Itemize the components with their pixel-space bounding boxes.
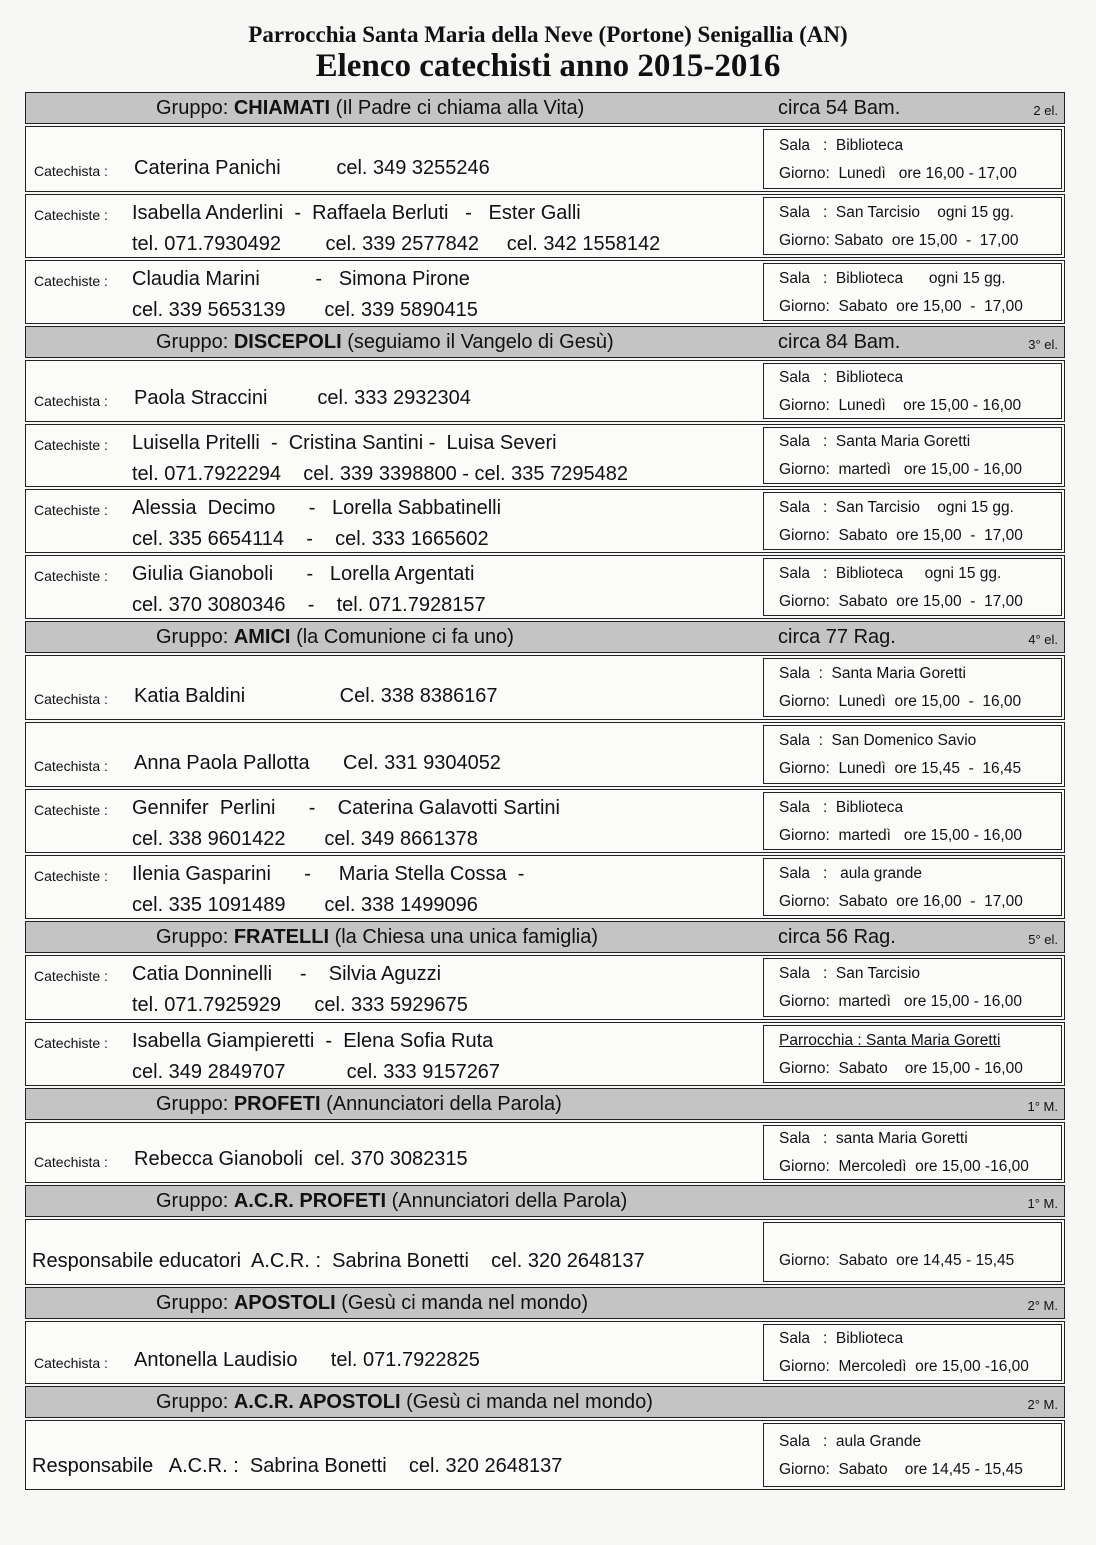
catechist-row — [25, 489, 1065, 553]
catechist-names: Isabella Anderlini - Raffaela Berluti - Ester Galli — [132, 202, 581, 224]
group-class: 2 el. — [1033, 103, 1058, 118]
catechist-phones: tel. 071.7925929 cel. 333 5929675 — [132, 994, 468, 1016]
catechist-cell — [26, 1220, 758, 1284]
catechist-cell — [26, 656, 758, 719]
schedule-cell — [763, 197, 1062, 255]
day-time-info: Giorno: martedì ore 15,00 - 16,00 — [779, 993, 1022, 1010]
room-info: Sala : Santa Maria Goretti — [779, 665, 966, 682]
catechist-cell — [26, 361, 758, 421]
day-time-info: Giorno: Lunedì ore 15,00 - 16,00 — [779, 396, 1022, 414]
parish-title: Parrocchia Santa Maria della Neve (Portone) Senigallia (AN) — [248, 22, 848, 47]
role-label: Catechiste : — [34, 437, 108, 453]
catechist-cell — [26, 127, 758, 191]
room-info: Sala : San Tarcisio ogni 15 gg. — [779, 498, 1014, 516]
group-motto: (Annunciatori della Parola) — [391, 1190, 628, 1212]
day-time-info: Giorno: martedì ore 15,00 - 16,00 — [779, 461, 1022, 478]
schedule-cell — [763, 1025, 1062, 1083]
group-header — [25, 921, 1065, 953]
catechist-contact: Katia Baldini Cel. 338 8386167 — [134, 685, 498, 707]
catechist-cell — [26, 856, 758, 918]
schedule-cell — [763, 558, 1062, 616]
group-header — [25, 621, 1065, 653]
group-title — [156, 93, 584, 123]
catechist-row — [25, 1022, 1065, 1086]
catechist-names: Alessia Decimo - Lorella Sabbatinelli — [132, 497, 502, 519]
group-class: 2° M. — [1027, 1298, 1058, 1313]
group-name: APOSTOLI — [233, 1292, 336, 1314]
catechist-cell — [26, 1023, 758, 1085]
catechist-row — [25, 1219, 1065, 1285]
catechist-phones: tel. 071.7922294 cel. 339 3398800 - cel. 335 7295482 — [132, 463, 628, 485]
group-header — [25, 1088, 1065, 1120]
catechist-cell — [26, 956, 758, 1019]
room-info: Sala : Biblioteca ogni 15 gg. — [779, 564, 1002, 582]
day-time-info: Giorno: martedì ore 15,00 - 16,00 — [779, 826, 1022, 844]
catechist-phones: tel. 071.7930492 cel. 339 2577842 cel. 342 1558142 — [132, 233, 661, 255]
group-prefix: Gruppo: — [156, 331, 229, 353]
catechist-row — [25, 955, 1065, 1020]
catechist-cell — [26, 1123, 758, 1182]
group-title — [156, 1186, 627, 1216]
catechist-row — [25, 1321, 1065, 1384]
role-label: Catechista : — [34, 758, 108, 774]
role-label: Catechista : — [34, 1355, 108, 1371]
day-time-info: Giorno: Lunedì ore 15,45 - 16,45 — [779, 760, 1022, 777]
day-time-info: Giorno: Sabato ore 14,45 - 15,45 — [779, 1460, 1023, 1478]
catechist-phones: cel. 335 1091489 cel. 338 1499096 — [132, 894, 478, 916]
role-label: Catechista : — [34, 691, 108, 707]
room-info: Sala : San Domenico Savio — [779, 732, 977, 749]
schedule-cell — [763, 858, 1062, 916]
room-info: Sala : Biblioteca ogni 15 gg. — [779, 269, 1006, 287]
catechist-contact: Paola Straccini cel. 333 2932304 — [134, 387, 471, 409]
catechist-names: Catia Donninelli - Silvia Aguzzi — [132, 963, 442, 985]
day-time-info: Giorno: Lunedì ore 16,00 - 17,00 — [779, 164, 1017, 182]
group-class: 4° el. — [1028, 632, 1058, 647]
room-info: Sala : Biblioteca — [779, 798, 904, 816]
room-info: Sala : Santa Maria Goretti — [779, 433, 971, 450]
catechist-cell — [26, 790, 758, 852]
group-prefix: Gruppo: — [156, 97, 229, 119]
catechist-cell — [26, 261, 758, 323]
catechist-contact: Caterina Panichi cel. 349 3255246 — [134, 157, 490, 179]
group-class: 3° el. — [1028, 337, 1058, 352]
group-class: 1° M. — [1027, 1099, 1058, 1114]
catechist-contact: Responsabile A.C.R. : Sabrina Bonetti cel. 320 2648137 — [32, 1455, 563, 1477]
day-time-info: Giorno: Sabato ore 15,00 - 16,00 — [779, 1059, 1023, 1077]
group-prefix: Gruppo: — [156, 626, 229, 648]
room-info: Sala : San Tarcisio — [779, 965, 921, 982]
catechist-contact: Responsabile educatori A.C.R. : Sabrina Bonetti cel. 320 2648137 — [32, 1250, 645, 1272]
catechist-phones: cel. 338 9601422 cel. 349 8661378 — [132, 828, 478, 850]
room-info: Parrocchia : Santa Maria Goretti — [779, 1031, 1001, 1049]
group-header — [25, 1287, 1065, 1319]
room-info: Sala : San Tarcisio ogni 15 gg. — [779, 203, 1014, 221]
catechist-names: Giulia Gianoboli - Lorella Argentati — [132, 563, 475, 585]
catechist-cell — [26, 1322, 758, 1383]
role-label: Catechista : — [34, 1154, 108, 1170]
role-label: Catechiste : — [34, 207, 108, 223]
catechist-row — [25, 722, 1065, 787]
group-motto: (Gesù ci manda nel mondo) — [406, 1391, 653, 1413]
catechist-row — [25, 789, 1065, 853]
role-label: Catechiste : — [34, 502, 108, 518]
group-prefix: Gruppo: — [156, 1391, 229, 1413]
group-motto: (la Chiesa una unica famiglia) — [334, 926, 599, 948]
catechist-contact: Antonella Laudisio tel. 071.7922825 — [134, 1349, 480, 1371]
group-motto: (seguiamo il Vangelo di Gesù) — [347, 331, 614, 353]
role-label: Catechista : — [34, 393, 108, 409]
catechist-row — [25, 655, 1065, 720]
catechist-phones: cel. 370 3080346 - tel. 071.7928157 — [132, 594, 486, 616]
group-name: PROFETI — [233, 1093, 321, 1115]
day-time-info: Giorno: Sabato ore 15,00 - 17,00 — [779, 592, 1023, 610]
group-count: circa 54 Bam. — [778, 97, 901, 119]
catechist-cell — [26, 425, 758, 486]
catechist-row — [25, 126, 1065, 192]
schedule-cell — [763, 1125, 1062, 1180]
group-header — [25, 1185, 1065, 1217]
group-title — [156, 622, 514, 652]
group-motto: (la Comunione ci fa uno) — [296, 626, 514, 648]
catechist-row — [25, 1420, 1065, 1490]
group-prefix: Gruppo: — [156, 926, 229, 948]
catechist-names: Ilenia Gasparini - Maria Stella Cossa - — [132, 863, 525, 885]
schedule-cell — [763, 363, 1062, 419]
schedule-cell — [763, 658, 1062, 717]
schedule-cell — [763, 1423, 1062, 1487]
group-name: A.C.R. PROFETI — [233, 1190, 387, 1212]
day-time-info: Giorno: Mercoledì ore 15,00 -16,00 — [779, 1358, 1029, 1375]
catechist-cell — [26, 723, 758, 786]
room-info: Sala : aula grande — [779, 864, 923, 882]
group-name: FRATELLI — [233, 926, 329, 948]
group-count: circa 77 Rag. — [778, 626, 896, 648]
schedule-cell — [763, 1222, 1062, 1282]
catechist-row — [25, 1122, 1065, 1183]
catechist-names: Claudia Marini - Simona Pirone — [132, 268, 470, 290]
catechists-table — [25, 92, 1065, 1492]
catechist-names: Isabella Giampieretti - Elena Sofia Ruta — [132, 1030, 494, 1052]
catechist-phones: cel. 349 2849707 cel. 333 9157267 — [132, 1061, 501, 1083]
catechist-cell — [26, 556, 758, 618]
catechist-row — [25, 555, 1065, 619]
schedule-cell — [763, 263, 1062, 321]
group-header — [25, 1386, 1065, 1418]
group-header — [25, 92, 1065, 124]
day-time-info: Giorno: Mercoledì ore 15,00 -16,00 — [779, 1158, 1029, 1175]
catechist-contact: Rebecca Gianoboli cel. 370 3082315 — [134, 1148, 468, 1170]
group-header — [25, 326, 1065, 358]
day-time-info: Giorno: Sabato ore 15,00 - 17,00 — [779, 526, 1023, 544]
schedule-cell — [763, 792, 1062, 850]
group-name: A.C.R. APOSTOLI — [233, 1391, 401, 1413]
catechist-row — [25, 260, 1065, 324]
catechist-contact: Anna Paola Pallotta Cel. 331 9304052 — [134, 752, 501, 774]
catechist-row — [25, 360, 1065, 422]
group-motto: (Il Padre ci chiama alla Vita) — [335, 97, 585, 119]
group-prefix: Gruppo: — [156, 1093, 229, 1115]
schedule-cell — [763, 129, 1062, 189]
catechist-phones: cel. 339 5653139 cel. 339 5890415 — [132, 299, 478, 321]
group-name: AMICI — [233, 626, 291, 648]
catechist-names: Luisella Pritelli - Cristina Santini - Luisa Severi — [132, 432, 557, 454]
group-prefix: Gruppo: — [156, 1190, 229, 1212]
group-title — [156, 327, 614, 357]
room-info: Sala : Biblioteca — [779, 368, 904, 386]
role-label: Catechiste : — [34, 968, 108, 984]
group-name: CHIAMATI — [233, 97, 331, 119]
catechist-row — [25, 855, 1065, 919]
catechist-row — [25, 194, 1065, 258]
catechist-cell — [26, 195, 758, 257]
group-class: 1° M. — [1027, 1196, 1058, 1211]
group-title — [156, 1089, 562, 1119]
group-count: circa 84 Bam. — [778, 331, 901, 353]
day-time-info: Giorno: Sabato ore 14,45 - 15,45 — [779, 1251, 1015, 1269]
catechist-cell — [26, 1421, 758, 1489]
role-label: Catechista : — [34, 163, 108, 179]
role-label: Catechiste : — [34, 802, 108, 818]
group-title — [156, 1387, 653, 1417]
day-time-info: Giorno: Sabato ore 15,00 - 17,00 — [779, 297, 1023, 315]
role-label: Catechiste : — [34, 568, 108, 584]
room-info: Sala : Biblioteca — [779, 1330, 904, 1347]
group-motto: (Annunciatori della Parola) — [326, 1093, 562, 1115]
schedule-cell — [763, 958, 1062, 1017]
group-title — [156, 1288, 588, 1318]
list-title: Elenco catechisti anno 2015-2016 — [315, 48, 781, 84]
role-label: Catechiste : — [34, 273, 108, 289]
group-title — [156, 922, 598, 952]
group-motto: (Gesù ci manda nel mondo) — [341, 1292, 589, 1314]
schedule-cell — [763, 1324, 1062, 1381]
catechist-cell — [26, 490, 758, 552]
group-count: circa 56 Rag. — [778, 926, 896, 948]
catechist-row — [25, 424, 1065, 487]
schedule-cell — [763, 427, 1062, 484]
role-label: Catechiste : — [34, 868, 108, 884]
room-info: Sala : santa Maria Goretti — [779, 1130, 968, 1147]
room-info: Sala : Biblioteca — [779, 136, 904, 154]
group-prefix: Gruppo: — [156, 1292, 229, 1314]
schedule-cell — [763, 725, 1062, 784]
group-class: 2° M. — [1027, 1397, 1058, 1412]
day-time-info: Giorno: Sabato ore 15,00 - 17,00 — [779, 231, 1019, 249]
group-class: 5° el. — [1028, 932, 1058, 947]
day-time-info: Giorno: Sabato ore 16,00 - 17,00 — [779, 892, 1023, 910]
schedule-cell — [763, 492, 1062, 550]
room-info: Sala : aula Grande — [779, 1432, 922, 1450]
catechist-phones: cel. 335 6654114 - cel. 333 1665602 — [132, 528, 489, 550]
day-time-info: Giorno: Lunedì ore 15,00 - 16,00 — [779, 693, 1022, 710]
group-name: DISCEPOLI — [233, 331, 342, 353]
catechist-names: Gennifer Perlini - Caterina Galavotti Sartini — [132, 797, 560, 819]
role-label: Catechiste : — [34, 1035, 108, 1051]
